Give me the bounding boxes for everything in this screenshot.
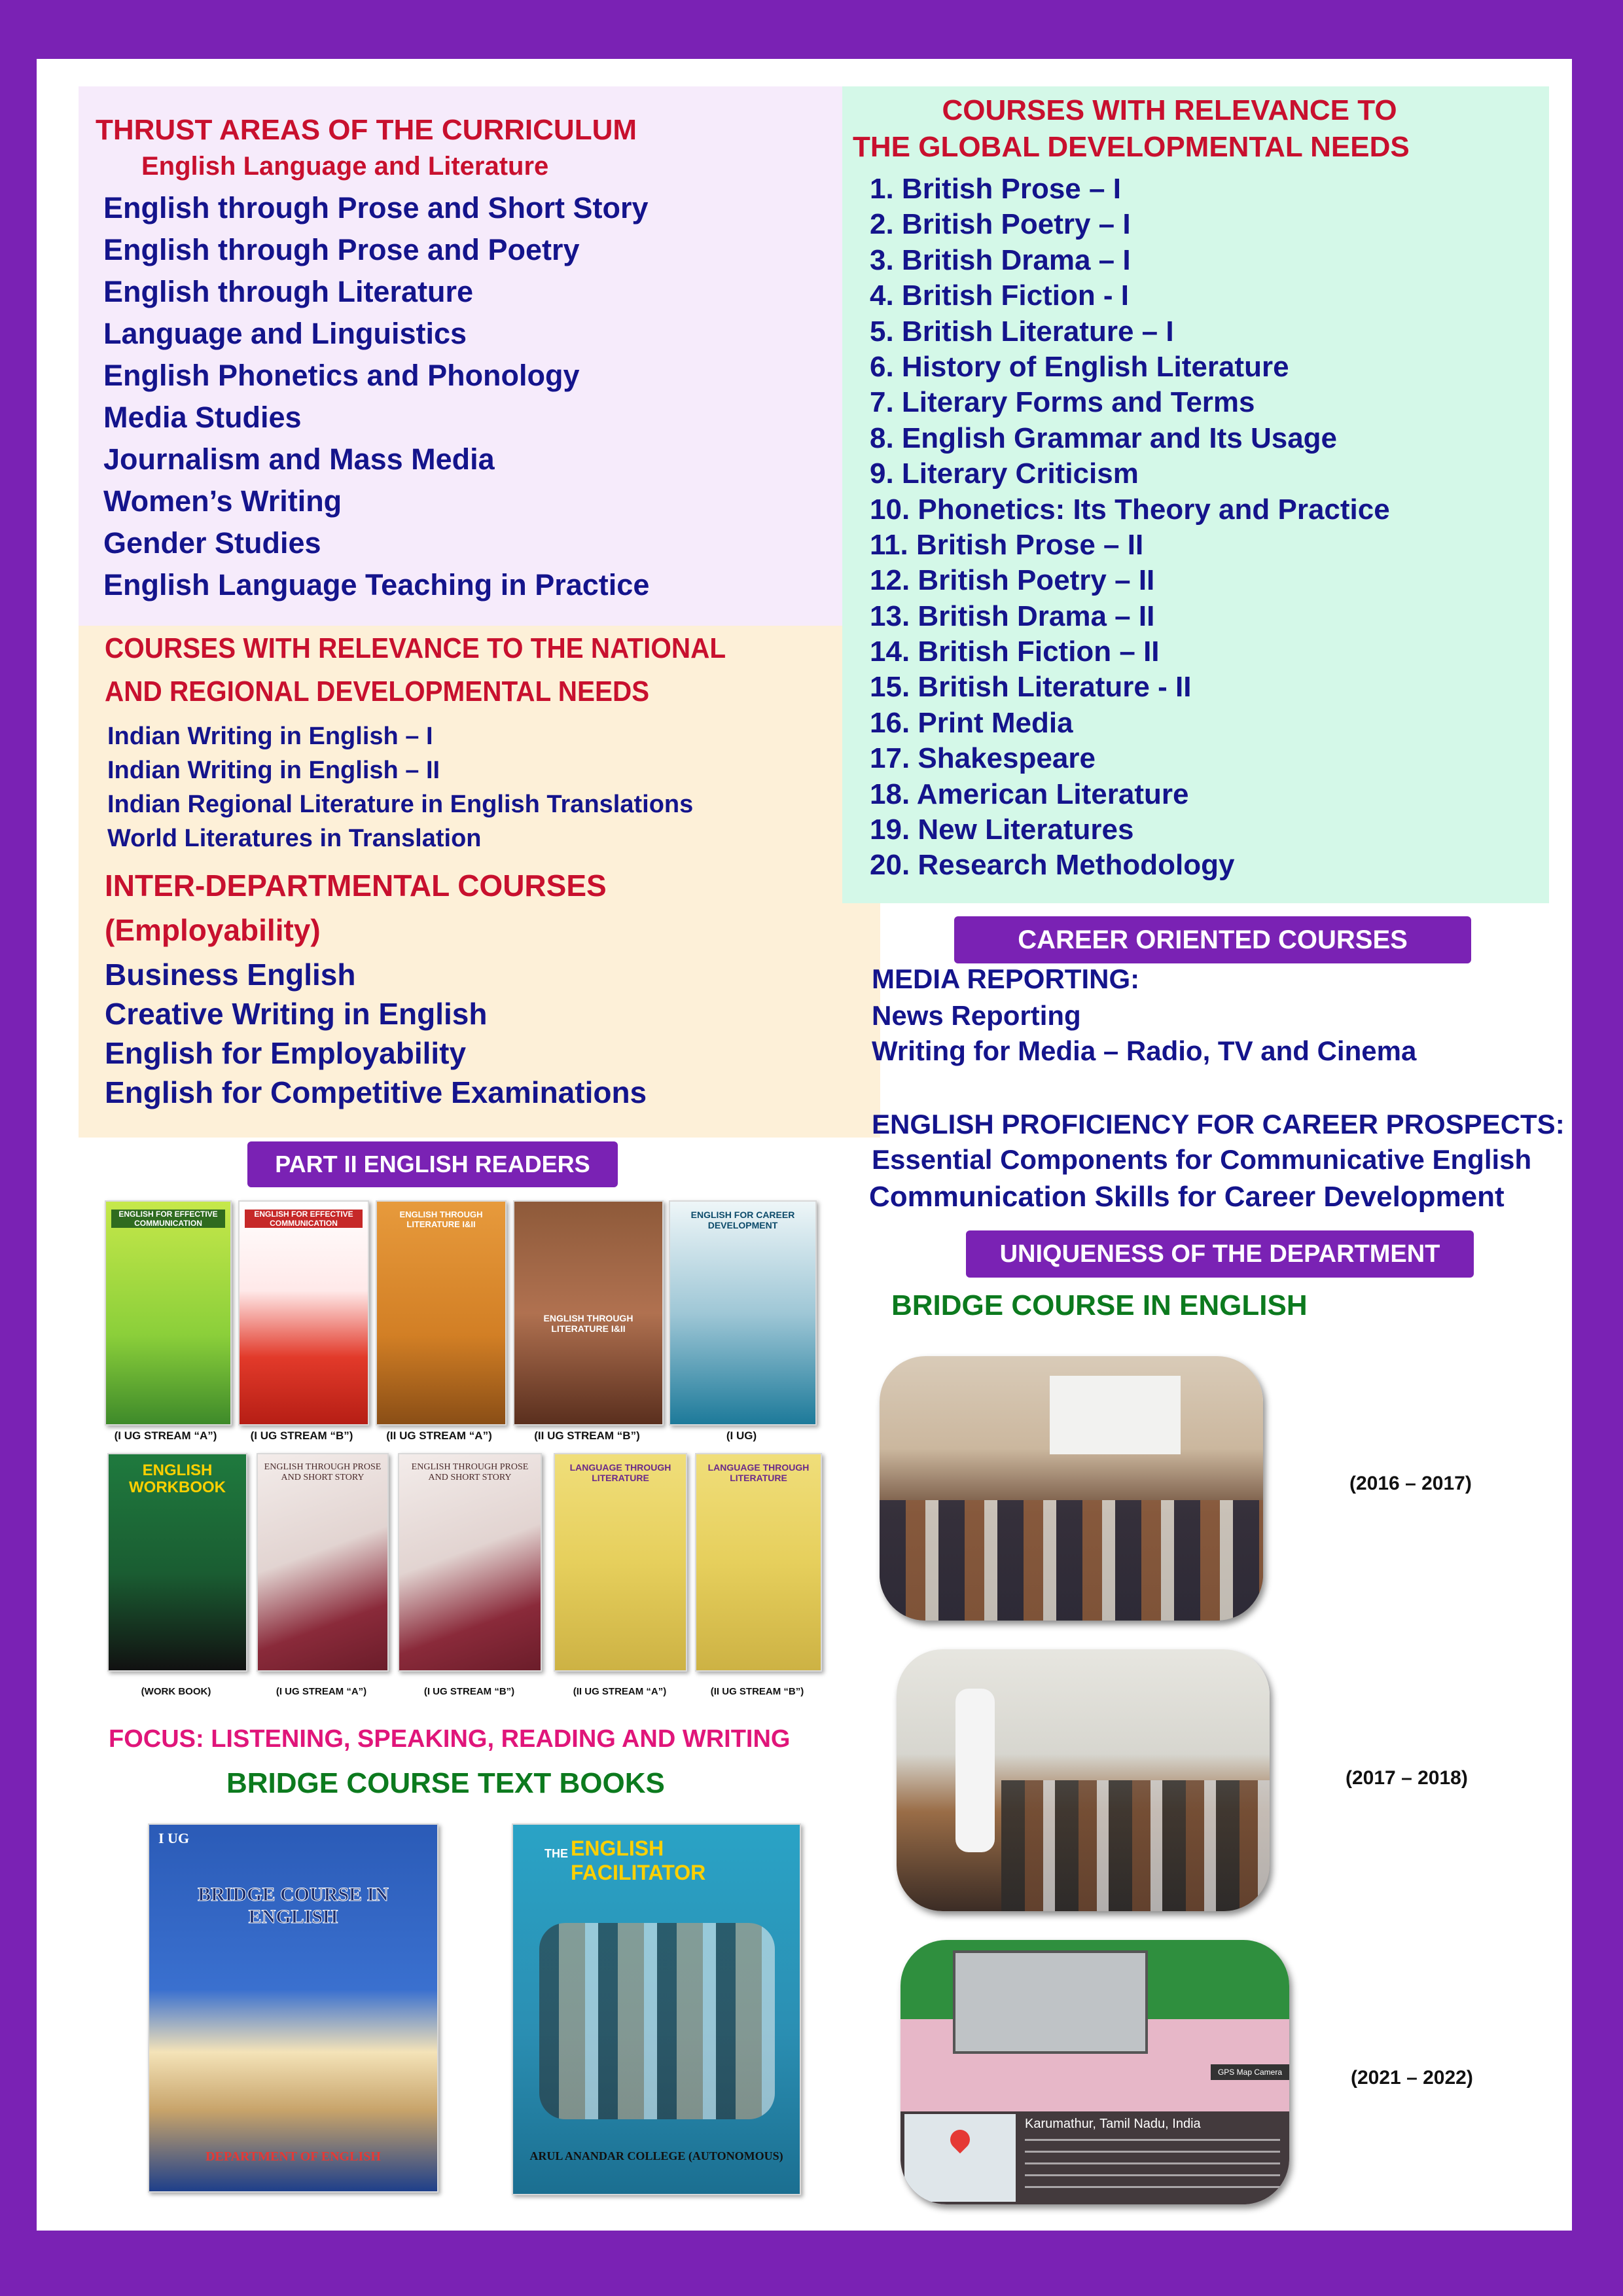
book-caption: (WORK BOOK) [141, 1686, 211, 1697]
list-item: 14. British Fiction – II [870, 636, 1160, 668]
book-cover [376, 1200, 507, 1426]
inter-subtitle: (Employability) [105, 913, 321, 947]
inter-title: INTER-DEPARTMENTAL COURSES [105, 869, 607, 903]
book-cover [105, 1200, 232, 1426]
thrust-subtitle: English Language and Literature [141, 152, 549, 181]
list-item: 13. British Drama – II [870, 600, 1155, 632]
list-item: 11. British Prose – II [870, 528, 1144, 561]
facilitator-title: ENGLISH FACILITATOR [571, 1837, 706, 1884]
gps-overlay [901, 2111, 1289, 2204]
uniqueness-badge: UNIQUENESS OF THE DEPARTMENT [966, 1230, 1474, 1278]
students-group-shape [539, 1923, 775, 2119]
list-item: Indian Writing in English – II [107, 757, 440, 784]
national-title-1: COURSES WITH RELEVANCE TO THE NATIONAL [105, 632, 726, 664]
global-panel [842, 86, 1549, 903]
book-cover [257, 1453, 389, 1672]
book-title: ENGLISH FOR CAREER DEVELOPMENT [690, 1210, 795, 1230]
list-item: 5. British Literature – I [870, 315, 1174, 348]
list-item: English through Prose and Short Story [103, 191, 649, 224]
inter-list [105, 957, 647, 1114]
page [37, 59, 1572, 2231]
book-caption: (II UG STREAM “A”) [573, 1686, 667, 1697]
facilitator-college: ARUL ANANDAR COLLEGE (AUTONOMOUS) [529, 2149, 783, 2162]
bridge-course-heading: BRIDGE COURSE IN ENGLISH [891, 1289, 1308, 1321]
gps-location-text: Karumathur, Tamil Nadu, India [1025, 2117, 1201, 2131]
book-caption: (I UG) [726, 1429, 757, 1442]
book-title: ENGLISH THROUGH LITERATURE I&II [399, 1210, 483, 1229]
book-title: ENGLISH WORKBOOK [129, 1462, 226, 1496]
book-cover [398, 1453, 542, 1672]
bridge-books-heading: BRIDGE COURSE TEXT BOOKS [226, 1767, 665, 1799]
book-title: ENGLISH THROUGH PROSE AND SHORT STORY [264, 1462, 382, 1482]
global-title-2: THE GLOBAL DEVELOPMENTAL NEEDS [853, 131, 1410, 163]
focus-text: FOCUS: LISTENING, SPEAKING, READING AND WRITING [109, 1725, 791, 1753]
book-title: ENGLISH THROUGH PROSE AND SHORT STORY [411, 1462, 529, 1482]
list-item: English Phonetics and Phonology [103, 359, 580, 392]
book-cover [513, 1200, 664, 1426]
list-item: 7. Literary Forms and Terms [870, 386, 1255, 419]
media-item: Writing for Media – Radio, TV and Cinema [872, 1035, 1417, 1066]
list-item: 8. English Grammar and Its Usage [870, 422, 1338, 454]
map-thumbnail [904, 2114, 1016, 2202]
classroom-photo-2017 [897, 1649, 1270, 1911]
list-item: 16. Print Media [870, 706, 1073, 739]
bridge-book-tag: I UG [158, 1830, 190, 1846]
global-title-1: COURSES WITH RELEVANCE TO [942, 94, 1397, 126]
thrust-list [103, 191, 649, 610]
book-title: ENGLISH FOR EFFECTIVE COMMUNICATION [111, 1210, 225, 1228]
list-item: 3. British Drama – I [870, 243, 1131, 276]
list-item: English through Literature [103, 275, 474, 308]
list-item: 6. History of English Literature [870, 350, 1289, 383]
global-list [870, 173, 1390, 885]
list-item: English through Prose and Poetry [103, 233, 580, 266]
book-cover [554, 1453, 687, 1672]
bridge-book-cover [148, 1823, 438, 2193]
classroom-photo-2021 [901, 1940, 1289, 2204]
media-item: News Reporting [872, 1000, 1081, 1031]
list-item: 2. British Poetry – I [870, 208, 1131, 241]
career-badge: CAREER ORIENTED COURSES [954, 916, 1471, 963]
classroom-photo-2016 [880, 1356, 1263, 1621]
list-item: 20. Research Methodology [870, 849, 1235, 882]
book-title: LANGUAGE THROUGH LITERATURE [707, 1462, 810, 1483]
list-item: Journalism and Mass Media [103, 442, 495, 476]
list-item: 10. Phonetics: Its Theory and Practice [870, 493, 1390, 526]
list-item: Indian Regional Literature in English Translations [107, 791, 694, 818]
list-item: Language and Linguistics [103, 317, 467, 350]
book-caption: (I UG STREAM “B”) [423, 1686, 515, 1697]
national-list [107, 723, 693, 859]
list-item: Media Studies [103, 401, 302, 434]
book-cover [107, 1453, 247, 1672]
book-title: ENGLISH THROUGH LITERATURE I&II [543, 1313, 633, 1334]
thrust-title: THRUST AREAS OF THE CURRICULUM [96, 114, 637, 146]
media-heading: MEDIA REPORTING: [872, 963, 1140, 994]
gps-detail-lines [1025, 2139, 1280, 2191]
projector-screen-icon [1050, 1376, 1181, 1454]
list-item: 9. Literary Criticism [870, 457, 1139, 490]
readers-badge: PART II ENGLISH READERS [247, 1141, 618, 1187]
thrust-areas-panel [79, 86, 880, 626]
list-item: 18. American Literature [870, 778, 1189, 810]
book-caption: (I UG STREAM “A”) [276, 1686, 367, 1697]
list-item: 15. British Literature - II [870, 671, 1192, 704]
projection-icon [953, 1950, 1148, 2054]
book-cover [238, 1200, 369, 1426]
gps-map-camera-icon [1211, 2064, 1289, 2080]
list-item: World Literatures in Translation [107, 825, 482, 852]
bridge-book-title: BRIDGE COURSE IN ENGLISH [198, 1884, 389, 1928]
students-shape [1001, 1780, 1270, 1911]
year-label: (2017 – 2018) [1346, 1767, 1468, 1789]
list-item: 19. New Literatures [870, 814, 1134, 846]
list-item: Creative Writing in English [105, 997, 488, 1031]
map-pin-icon [946, 2126, 974, 2153]
gps-camera-label: GPS Map Camera [1217, 2068, 1283, 2077]
year-label: (2016 – 2017) [1349, 1473, 1472, 1494]
book-caption: (II UG STREAM “B”) [534, 1429, 640, 1442]
book-caption: (II UG STREAM “A”) [386, 1429, 492, 1442]
students-shape [880, 1500, 1263, 1621]
list-item: Women’s Writing [103, 484, 342, 518]
list-item: 12. British Poetry – II [870, 564, 1155, 597]
year-label: (2021 – 2022) [1351, 2067, 1473, 2089]
list-item: Indian Writing in English – I [107, 723, 433, 750]
facilitator-book-cover [512, 1823, 801, 2195]
list-item: English Language Teaching in Practice [103, 568, 650, 601]
list-item: English for Competitive Examinations [105, 1075, 647, 1109]
list-item: 4. British Fiction - I [870, 279, 1130, 312]
list-item: English for Employability [105, 1036, 467, 1070]
teacher-shape [955, 1689, 995, 1852]
book-caption: (II UG STREAM “B”) [710, 1686, 804, 1697]
book-title: LANGUAGE THROUGH LITERATURE [569, 1462, 671, 1483]
list-item: 1. British Prose – I [870, 173, 1121, 205]
book-caption: (I UG STREAM “A”) [114, 1429, 217, 1442]
prof-item: Communication Skills for Career Development [869, 1181, 1505, 1213]
book-cover [695, 1453, 822, 1672]
list-item: Business English [105, 958, 356, 992]
book-title: ENGLISH FOR EFFECTIVE COMMUNICATION [245, 1210, 363, 1228]
book-cover [669, 1200, 817, 1426]
national-title-2: AND REGIONAL DEVELOPMENTAL NEEDS [105, 675, 650, 708]
prof-heading: ENGLISH PROFICIENCY FOR CAREER PROSPECTS: [872, 1109, 1565, 1139]
book-caption: (I UG STREAM “B”) [250, 1429, 353, 1442]
national-panel [79, 626, 880, 1138]
bridge-book-dept: DEPARTMENT OF ENGLISH [205, 2149, 381, 2164]
facilitator-title-pre: THE [544, 1847, 568, 1860]
prof-item: Essential Components for Communicative English [872, 1144, 1532, 1175]
list-item: Gender Studies [103, 526, 321, 560]
list-item: 17. Shakespeare [870, 742, 1096, 775]
